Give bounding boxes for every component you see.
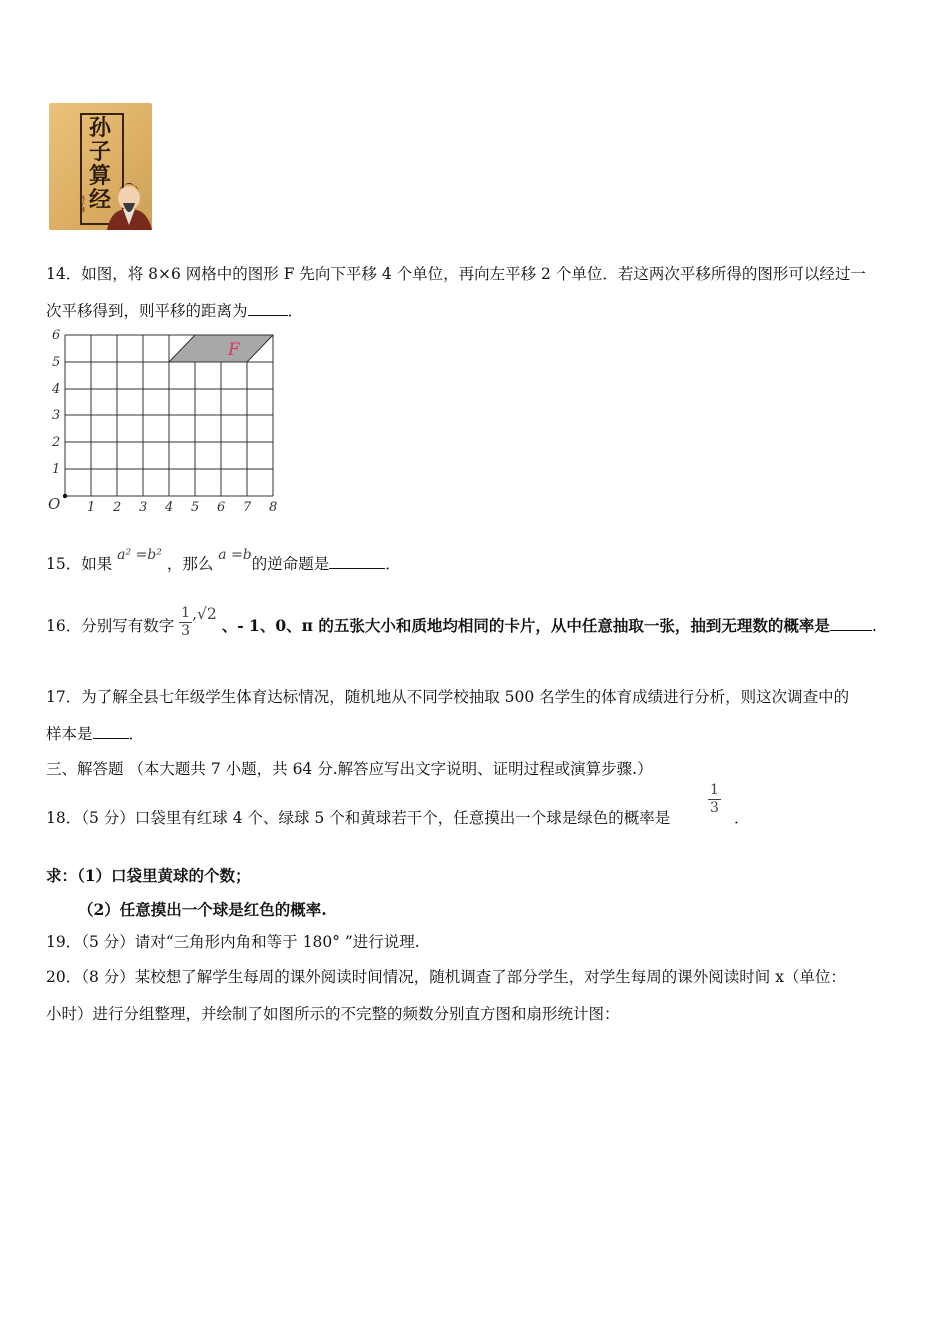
q18-frac-den: 3: [710, 800, 719, 816]
q14-line2-text: 次平移得到，则平移的距离为: [46, 302, 248, 320]
book-title: 孙子算经: [88, 116, 111, 213]
y-label-5: 5: [52, 355, 61, 370]
q18-ask2: （2）任意摸出一个球是红色的概率.: [78, 900, 327, 919]
x-label-8: 8: [269, 500, 278, 515]
q18-end: ．: [734, 809, 750, 827]
shape-f-label: F: [228, 340, 240, 360]
origin-label: O: [48, 495, 61, 513]
q16-rest: 、- 1、0、π 的五张大小和质地均相同的卡片，从中任意抽取一张，抽到无理数的概率是: [221, 616, 830, 635]
q18-ask1: 求：（1）口袋里黄球的个数；: [46, 866, 251, 885]
x-label-7: 7: [243, 500, 252, 515]
q16-sqrt: ,√2: [192, 605, 217, 623]
q19: 19．（5 分）请对“三角形内角和等于 180° ”进行说理.: [46, 933, 420, 951]
x-label-1: 1: [87, 500, 96, 515]
q18-frac-num: 1: [710, 782, 719, 798]
q16: [46, 606, 877, 646]
q20-line2: 小时）进行分组整理，并绘制了如图所示的不完整的频数分别直方图和扇形统计图：: [46, 1005, 620, 1023]
q17-line2-end: ．: [128, 725, 145, 743]
origin-point: [63, 494, 67, 498]
q15-end: ．: [385, 555, 401, 573]
book-author-seal: 孙子著: [78, 195, 85, 213]
q16-frac-den: 3: [181, 622, 191, 639]
q14-answer-blank[interactable]: [248, 301, 288, 316]
sunzi-suanjing-book-cover: [49, 103, 152, 230]
q17-line2: [46, 722, 144, 744]
q15-suffix: 的逆命题是: [251, 555, 330, 573]
q16-frac-num: 1: [181, 604, 191, 621]
shape-f: [169, 335, 273, 362]
q15-expr1: a² =b²: [117, 547, 162, 563]
y-label-2: 2: [52, 435, 61, 450]
x-label-6: 6: [217, 500, 226, 515]
q15-expr2: a =b: [218, 547, 252, 563]
q17-line2-text: 样本是: [46, 725, 93, 743]
y-label-6: 6: [52, 328, 61, 343]
q14-line2-end: ．: [287, 302, 304, 320]
q18-prefix: 18．（5 分）口袋里有红球 4 个、绿球 5 个和黄球若干个，任意摸出一个球是绿色的概率是: [46, 809, 671, 827]
q18-frac: [708, 782, 721, 817]
x-label-2: 2: [113, 500, 122, 515]
q16-fraction: [179, 605, 192, 640]
q16-answer-blank[interactable]: [830, 616, 872, 631]
translation-grid-figure: [40, 325, 290, 520]
y-label-1: 1: [52, 462, 61, 477]
q15-prefix: 15．如果: [46, 555, 113, 573]
q16-prefix: 16．分别写有数字: [46, 617, 175, 635]
section-3-heading: 三、解答题 （本大题共 7 小题，共 64 分.解答应写出文字说明、证明过程或演算步骤.）: [46, 760, 653, 778]
x-label-4: 4: [165, 500, 174, 515]
x-label-5: 5: [191, 500, 200, 515]
q18-line1: [46, 806, 670, 828]
x-label-3: 3: [139, 500, 148, 515]
q14-line1: 14．如图，将 8×6 网格中的图形 F 先向下平移 4 个单位，再向左平移 2 个单位．若这两次平移所得的图形可以经过一: [46, 265, 866, 283]
q16-sqrt-value: √2: [197, 605, 217, 623]
q18-fraction: [708, 782, 721, 817]
scholar-figure: [49, 103, 152, 230]
q14-line2: [46, 299, 303, 321]
q20-line1: 20．（8 分）某校想了解学生每周的课外阅读时间情况，随机调查了部分学生，对学生每周的课外阅读时间 x（单位：: [46, 968, 846, 986]
q17-line1: 17．为了解全县七年级学生体育达标情况，随机地从不同学校抽取 500 名学生的体育成绩进行分析，则这次调查中的: [46, 688, 850, 706]
y-label-3: 3: [52, 408, 61, 423]
q16-end: .: [871, 617, 877, 635]
q15-middle: ，那么: [166, 555, 214, 573]
q15: [46, 547, 401, 574]
y-label-4: 4: [52, 382, 61, 397]
q17-answer-blank[interactable]: [93, 724, 129, 739]
q15-answer-blank[interactable]: [329, 554, 385, 569]
